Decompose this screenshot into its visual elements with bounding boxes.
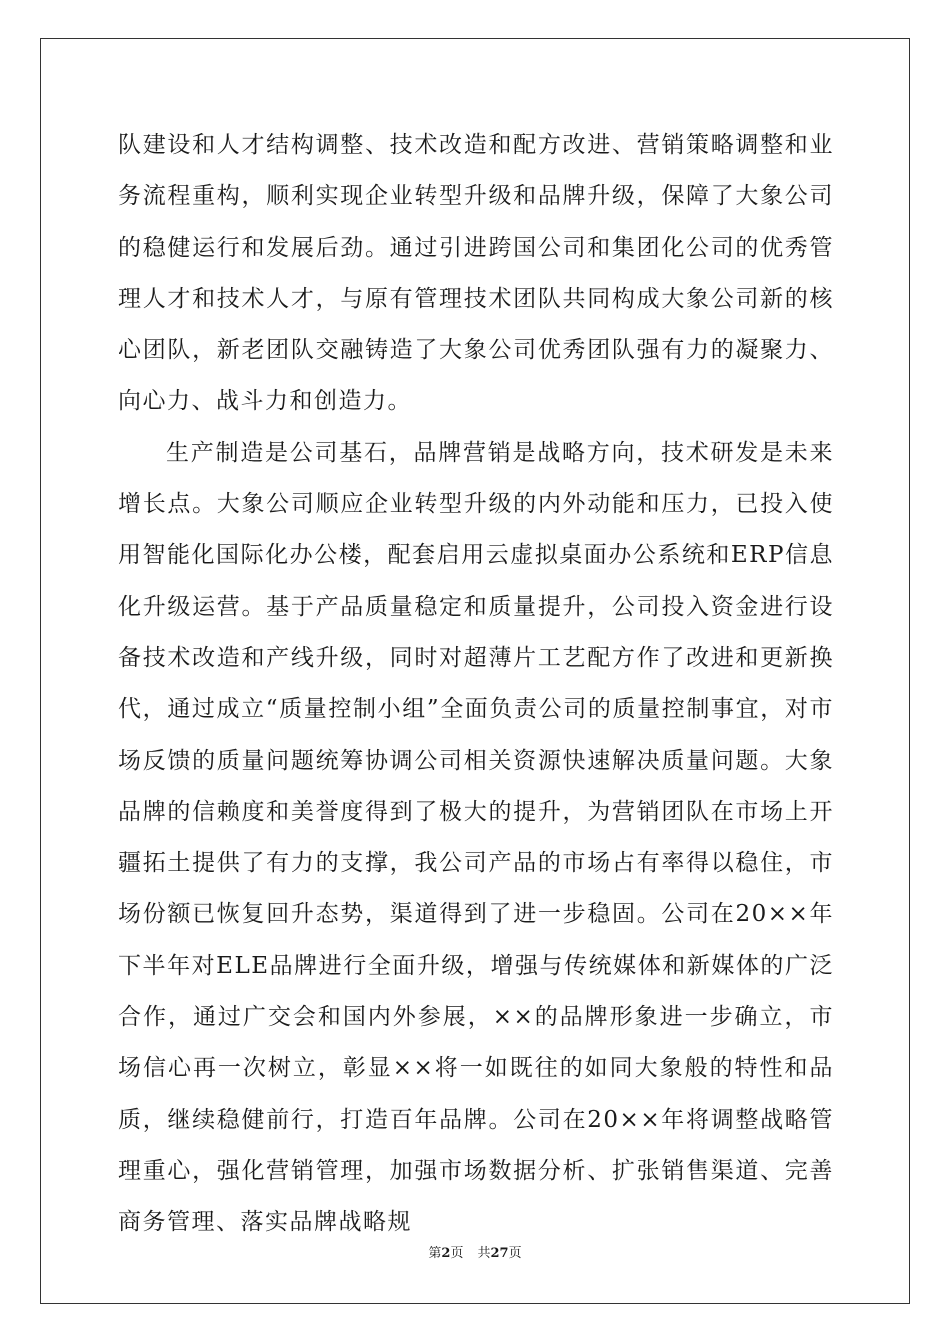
total-suffix: 页 xyxy=(508,1246,522,1261)
total-pages: 27 xyxy=(490,1246,509,1261)
page-number: 2 xyxy=(441,1246,451,1261)
page-footer xyxy=(0,1245,950,1263)
paragraph-1: 队建设和人才结构调整、技术改造和配方改进、营销策略调整和业务流程重构，顺利实现企业转型升级和品牌升级，保障了大象公司的稳健运行和发展后劲。通过引进跨国公司和集团化公司的优秀管理人才和技术人才，与原有管理技术团队共同构成大象公司新的核心团队，新老团队交融铸造了大象公司优秀团队强有力的凝聚力、向心力、战斗力和创造力。 xyxy=(118,132,834,415)
document-body xyxy=(118,120,834,1249)
page-prefix: 第 xyxy=(428,1246,442,1261)
page-suffix: 页 xyxy=(450,1246,464,1261)
total-prefix: 共 xyxy=(477,1246,491,1261)
paragraph-2: 生产制造是公司基石，品牌营销是战略方向，技术研发是未来增长点。大象公司顺应企业转型升级的内外动能和压力，已投入使用智能化国际化办公楼，配套启用云虚拟桌面办公系统和ERP信息化升级运营。基于产品质量稳定和质量提升，公司投入资金进行设备技术改造和产线升级，同时对超薄片工艺配方作了改进和更新换代，通过成立“质量控制小组”全面负责公司的质量控制事宜，对市场反馈的质量问题统筹协调公司相关资源快速解决质量问题。大象品牌的信赖度和美誉度得到了极大的提升，为营销团队在市场上开疆拓土提供了有力的支撑，我公司产品的市场占有率得以稳住，市场份额已恢复回升态势，渠道得到了进一步稳固。公司在20××年下半年对ELE品牌进行全面升级，增强与传统媒体和新媒体的广泛合作，通过广交会和国内外参展，××的品牌形象进一步确立，市场信心再一次树立，彰显××将一如既往的如同大象般的特性和品质，继续稳健前行，打造百年品牌。公司在20××年将调整战略管理重心，强化营销管理，加强市场数据分析、扩张销售渠道、完善商务管理、落实品牌战略规 xyxy=(118,439,834,1236)
